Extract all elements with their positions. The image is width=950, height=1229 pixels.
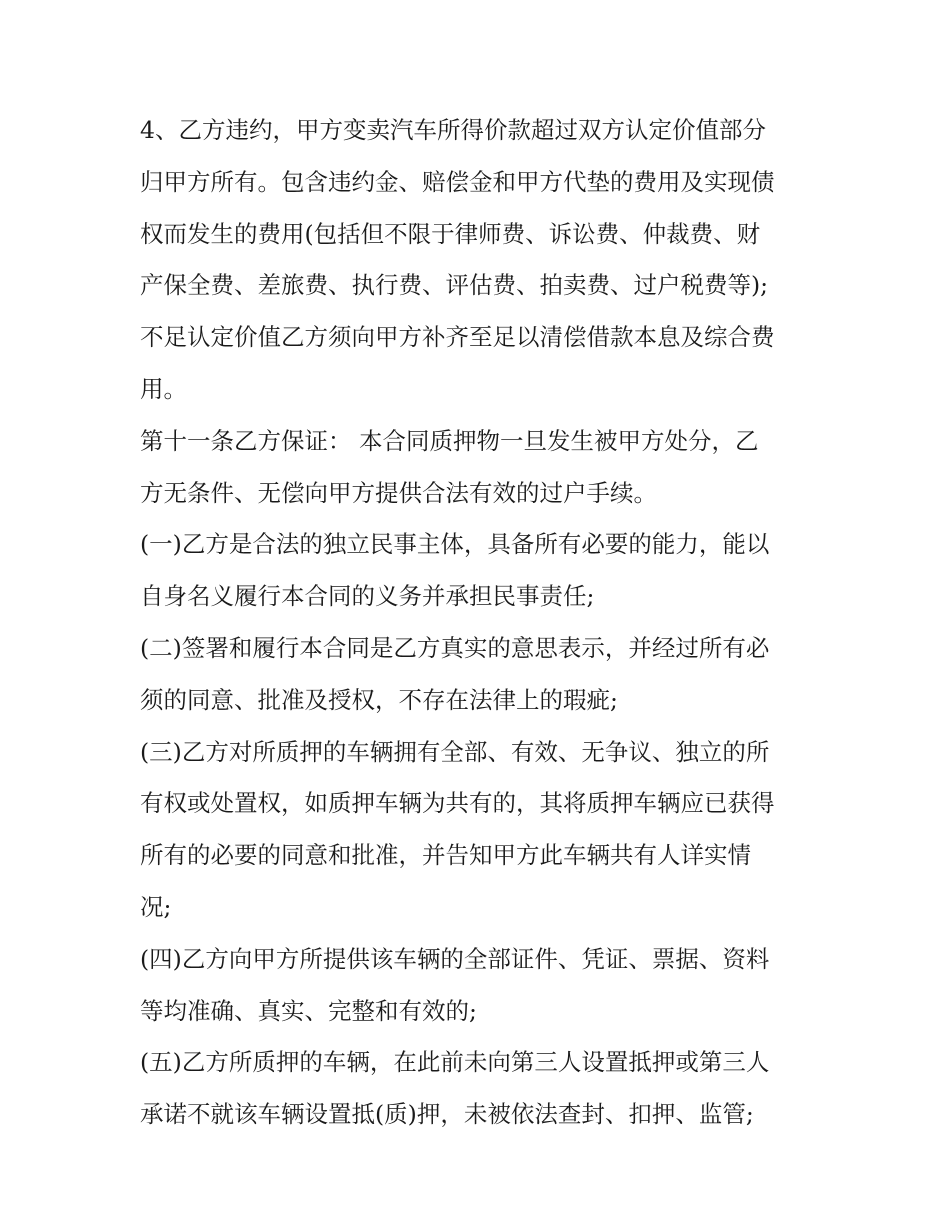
text-line: 4、乙方违约，甲方变卖汽车所得价款超过双方认定价值部分 <box>140 116 766 144</box>
text-line: 须的同意、批准及授权，不存在法律上的瑕疵; <box>140 685 618 714</box>
text-line: 有权或处置权，如质押车辆为共有的，其将质押车辆应已获得 <box>140 789 775 818</box>
document-body <box>140 105 830 1141</box>
text-line: 承诺不就该车辆设置抵(质)押，未被依法查封、扣押、监管; <box>140 1100 754 1129</box>
text-line: 等均准确、真实、完整和有效的; <box>140 996 477 1025</box>
text-line: 产保全费、差旅费、执行费、评估费、拍卖费、过户税费等); <box>140 271 769 300</box>
text-line: 归甲方所有。包含违约金、赔偿金和甲方代垫的费用及实现债 <box>140 167 775 196</box>
text-line: 方无条件、无偿向甲方提供合法有效的过户手续。 <box>140 478 657 507</box>
text-line: (二)签署和履行本合同是乙方真实的意思表示，并经过所有必 <box>140 633 770 662</box>
text-line: (四)乙方向甲方所提供该车辆的全部证件、凭证、票据、资料 <box>140 944 770 973</box>
text-line: (五)乙方所质押的车辆，在此前未向第三人设置抵押或第三人 <box>140 1048 770 1077</box>
text-line: 所有的必要的同意和批准，并告知甲方此车辆共有人详实情 <box>140 841 751 870</box>
text-line: 况; <box>140 892 172 921</box>
text-line: (三)乙方对所质押的车辆拥有全部、有效、无争议、独立的所 <box>140 737 770 766</box>
text-line: 用。 <box>140 374 187 403</box>
text-line: 权而发生的费用(包括但不限于律师费、诉讼费、仲裁费、财 <box>140 219 761 248</box>
text-line: 自身名义履行本合同的义务并承担民事责任; <box>140 582 595 611</box>
text-line: (一)乙方是合法的独立民事主体，具备所有必要的能力，能以 <box>140 530 770 559</box>
section-heading-line: 第十一条乙方保证： 本合同质押物一旦发生被甲方处分，乙 <box>140 426 759 455</box>
text-line: 不足认定价值乙方须向甲方补齐至足以清偿借款本息及综合费 <box>140 323 775 352</box>
